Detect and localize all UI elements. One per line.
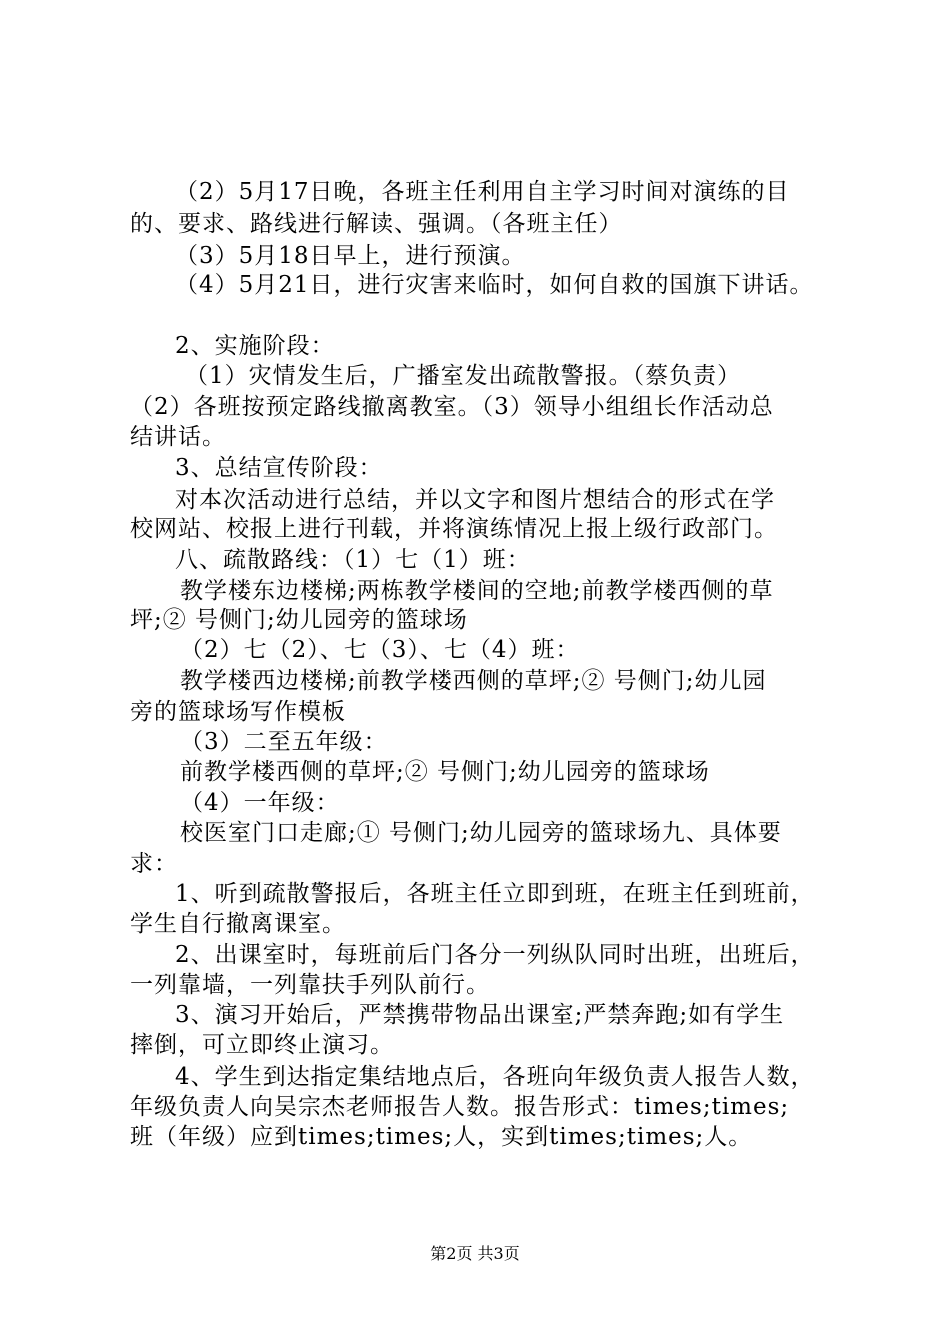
page-footer: 第2页 共3页 — [430, 1244, 520, 1263]
text-line: 校网站、校报上进行刊载，并将演练情况上报上级行政部门。 — [130, 516, 778, 542]
text-line: 3、演习开始后，严禁携带物品出课室;严禁奔跑;如有学生 — [175, 1002, 785, 1028]
text-line: 一列靠墙，一列靠扶手列队前行。 — [130, 972, 490, 998]
text-line: （2）各班按预定路线撤离教室。（3）领导小组组长作活动总 — [130, 394, 774, 420]
text-line: 前教学楼西侧的草坪;② 号侧门;幼儿园旁的篮球场 — [180, 759, 710, 785]
text-line: 坪;② 号侧门;幼儿园旁的篮球场 — [130, 607, 468, 633]
section-heading: 八、疏散路线：（1）七（1）班： — [175, 547, 531, 573]
text-line: 4、学生到达指定集结地点后，各班向年级负责人报告人数， — [175, 1064, 815, 1090]
text-line: 求： — [130, 851, 178, 877]
text-line: 的、要求、路线进行解读、强调。（各班主任） — [130, 211, 623, 237]
text-line: （4）一年级： — [180, 790, 340, 816]
text-line: 校医室门口走廊;① 号侧门;幼儿园旁的篮球场九、具体要 — [180, 820, 782, 846]
text-line: 班（年级）应到times;times;人，实到times;times;人。 — [130, 1124, 753, 1150]
text-line: 旁的篮球场写作模板 — [130, 699, 346, 725]
text-line: （2）七（2）、七（3）、七（4）班： — [180, 637, 580, 663]
text-line: 学生自行撤离课室。 — [130, 911, 346, 937]
text-line: 教学楼东边楼梯;两栋教学楼间的空地;前教学楼西侧的草 — [180, 578, 774, 604]
section-heading: 2、实施阶段： — [175, 333, 335, 359]
text-line: 摔倒，可立即终止演习。 — [130, 1032, 394, 1058]
section-heading: 3、总结宣传阶段： — [175, 455, 383, 481]
text-line: 对本次活动进行总结，并以文字和图片想结合的形式在学 — [175, 487, 775, 513]
text-line: 1、听到疏散警报后，各班主任立即到班，在班主任到班前， — [175, 881, 815, 907]
text-line: （3）二至五年级： — [180, 729, 388, 755]
text-line: 年级负责人向吴宗杰老师报告人数。报告形式：times;times; — [130, 1094, 790, 1120]
text-line: （1）灾情发生后，广播室发出疏散警报。（蔡负责） — [185, 363, 742, 389]
text-line: （2）5月17日晚，各班主任利用自主学习时间对演练的目 — [175, 179, 790, 205]
text-line: （4）5月21日，进行灾害来临时，如何自救的国旗下讲话。 — [175, 272, 814, 298]
text-line: （3）5月18日早上，进行预演。 — [175, 243, 526, 269]
text-line: 2、出课室时，每班前后门各分一列纵队同时出班，出班后， — [175, 942, 815, 968]
text-line: 教学楼西边楼梯;前教学楼西侧的草坪;② 号侧门;幼儿园 — [180, 668, 767, 694]
text-line: 结讲话。 — [130, 424, 226, 450]
